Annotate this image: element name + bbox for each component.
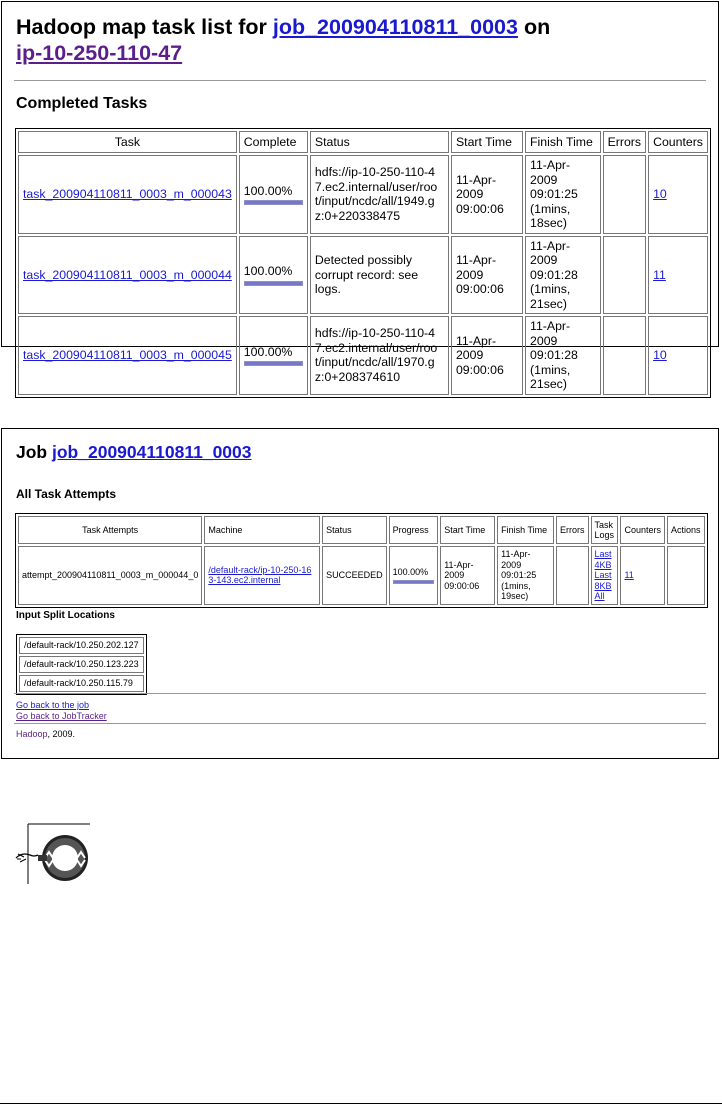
task-link[interactable]: task_200904110811_0003_m_000044 — [23, 267, 232, 282]
section-title: Completed Tasks — [16, 95, 148, 112]
header-actions: Actions — [667, 516, 705, 544]
log-last-8kb-link[interactable]: Last 8KB — [594, 570, 612, 591]
counters-cell — [648, 236, 708, 315]
header-complete: Complete — [239, 131, 308, 153]
status-cell: Detected possibly corrupt record: see logs. — [310, 236, 449, 315]
header-start-time: Start Time — [451, 131, 523, 153]
errors-cell — [603, 236, 646, 315]
completed-tasks-table — [15, 128, 711, 398]
split-cell: /default-rack/10.250.202.127 — [19, 637, 144, 654]
table-row — [19, 637, 144, 654]
footer-text: , 2009. — [47, 729, 76, 739]
table-row — [19, 675, 144, 692]
progress-bar-fill — [394, 581, 434, 583]
header-finish-time: Finish Time — [497, 516, 554, 544]
table-row — [18, 316, 708, 395]
finish-time-cell: 11-Apr-2009 09:01:25 (1mins, 19sec) — [497, 546, 554, 605]
task-attempts-table — [15, 513, 708, 608]
header-task: Task — [18, 131, 237, 153]
job-link[interactable]: job_200904110811_0003 — [272, 15, 518, 39]
actions-cell — [667, 546, 705, 605]
start-time-cell: 11-Apr-2009 09:00:06 — [440, 546, 495, 605]
title-prefix: Hadoop map task list for — [16, 15, 267, 39]
divider — [14, 723, 706, 724]
progress-value: 100.00% — [392, 567, 429, 577]
status-cell: hdfs://ip-10-250-110-47.ec2.internal/user/root/input/ncdc/all/1970.gz:0+208374610 — [310, 316, 449, 395]
footer — [16, 729, 75, 739]
errors-cell — [603, 155, 646, 234]
complete-value: 100.00% — [243, 264, 293, 278]
page-footer-rule — [0, 1103, 722, 1104]
header-finish-time: Finish Time — [525, 131, 601, 153]
counters-link[interactable]: 11 — [624, 570, 634, 580]
task-logs-cell — [591, 546, 619, 605]
caution-trap-icon — [14, 818, 96, 888]
table-header-row — [18, 131, 708, 153]
table-header-row — [18, 516, 705, 544]
header-errors: Errors — [603, 131, 646, 153]
split-cell: /default-rack/10.250.123.223 — [19, 656, 144, 673]
attempt-cell: attempt_200904110811_0003_m_000044_0 — [18, 546, 202, 605]
task-cell — [18, 236, 237, 315]
machine-cell — [204, 546, 320, 605]
table-row — [19, 656, 144, 673]
header-counters: Counters — [620, 516, 665, 544]
task-cell — [18, 316, 237, 395]
start-time-cell: 11-Apr-2009 09:00:06 — [451, 155, 523, 234]
log-last-4kb-link[interactable]: Last 4KB — [594, 549, 612, 570]
page-title — [16, 14, 706, 66]
job-link[interactable]: job_200904110811_0003 — [52, 442, 252, 462]
table-row — [18, 236, 708, 315]
counters-link[interactable]: 10 — [653, 187, 667, 201]
header-errors: Errors — [556, 516, 589, 544]
split-cell: /default-rack/10.250.115.79 — [19, 675, 144, 692]
task-link[interactable]: task_200904110811_0003_m_000043 — [23, 187, 232, 201]
header-progress: Progress — [389, 516, 439, 544]
back-to-job-link[interactable]: Go back to the job — [16, 700, 90, 710]
header-machine: Machine — [204, 516, 320, 544]
errors-cell — [556, 546, 589, 605]
host-link[interactable]: ip-10-250-110-47 — [16, 41, 183, 65]
back-links — [16, 700, 107, 721]
errors-cell — [603, 316, 646, 395]
counters-cell — [648, 155, 708, 234]
complete-cell — [239, 316, 308, 395]
counters-cell — [648, 316, 708, 395]
splits-title: Input Split Locations — [16, 610, 115, 621]
start-time-cell: 11-Apr-2009 09:00:06 — [451, 236, 523, 315]
start-time-cell: 11-Apr-2009 09:00:06 — [451, 316, 523, 395]
progress-bar — [244, 281, 303, 286]
complete-value: 100.00% — [243, 183, 293, 198]
input-splits-table — [16, 634, 147, 695]
section-title: All Task Attempts — [16, 487, 117, 501]
progress-bar — [244, 200, 303, 205]
task-attempts-screenshot — [1, 428, 719, 759]
map-task-list-screenshot — [1, 1, 719, 391]
header-task-attempts: Task Attempts — [18, 516, 202, 544]
progress-bar — [393, 580, 435, 584]
finish-time-cell: 11-Apr-2009 09:01:28 (1mins, 21sec) — [525, 236, 601, 315]
status-cell: hdfs://ip-10-250-110-47.ec2.internal/user/root/input/ncdc/all/1949.gz:0+220338475 — [310, 155, 449, 234]
header-counters: Counters — [648, 131, 708, 153]
hadoop-link[interactable]: Hadoop — [16, 729, 48, 739]
status-cell: SUCCEEDED — [322, 546, 387, 605]
task-link[interactable]: task_200904110811_0003_m_000045 — [23, 348, 232, 362]
header-status: Status — [322, 516, 387, 544]
page-title — [16, 442, 252, 463]
counters-link[interactable]: 11 — [653, 267, 666, 282]
header-task-logs: Task Logs — [591, 516, 619, 544]
title-prefix: Job — [16, 442, 48, 462]
progress-bar-fill — [245, 282, 302, 285]
progress-bar-fill — [245, 201, 302, 204]
title-on: on — [523, 15, 551, 39]
back-to-jobtracker-link[interactable]: Go back to JobTracker — [16, 710, 107, 721]
complete-value: 100.00% — [243, 344, 293, 359]
header-start-time: Start Time — [440, 516, 495, 544]
divider — [14, 80, 706, 81]
machine-link[interactable]: /default-rack/ip-10-250-163-143.ec2.internal — [208, 564, 312, 586]
finish-time-cell: 11-Apr-2009 09:01:25 (1mins, 18sec) — [525, 155, 601, 234]
progress-bar — [244, 361, 303, 366]
finish-time-cell: 11-Apr-2009 09:01:28 (1mins, 21sec) — [525, 316, 601, 395]
progress-bar-fill — [245, 362, 302, 365]
task-cell — [18, 155, 237, 234]
counters-cell — [620, 546, 665, 605]
complete-cell — [239, 236, 308, 315]
divider — [14, 693, 706, 694]
counters-link[interactable]: 10 — [653, 348, 667, 362]
table-row — [18, 546, 705, 605]
header-status: Status — [310, 131, 449, 153]
table-row — [18, 155, 708, 234]
log-all-link[interactable]: All — [594, 591, 605, 601]
complete-cell — [239, 155, 308, 234]
caution-trap-icon-svg — [14, 818, 96, 888]
progress-cell — [389, 546, 439, 605]
